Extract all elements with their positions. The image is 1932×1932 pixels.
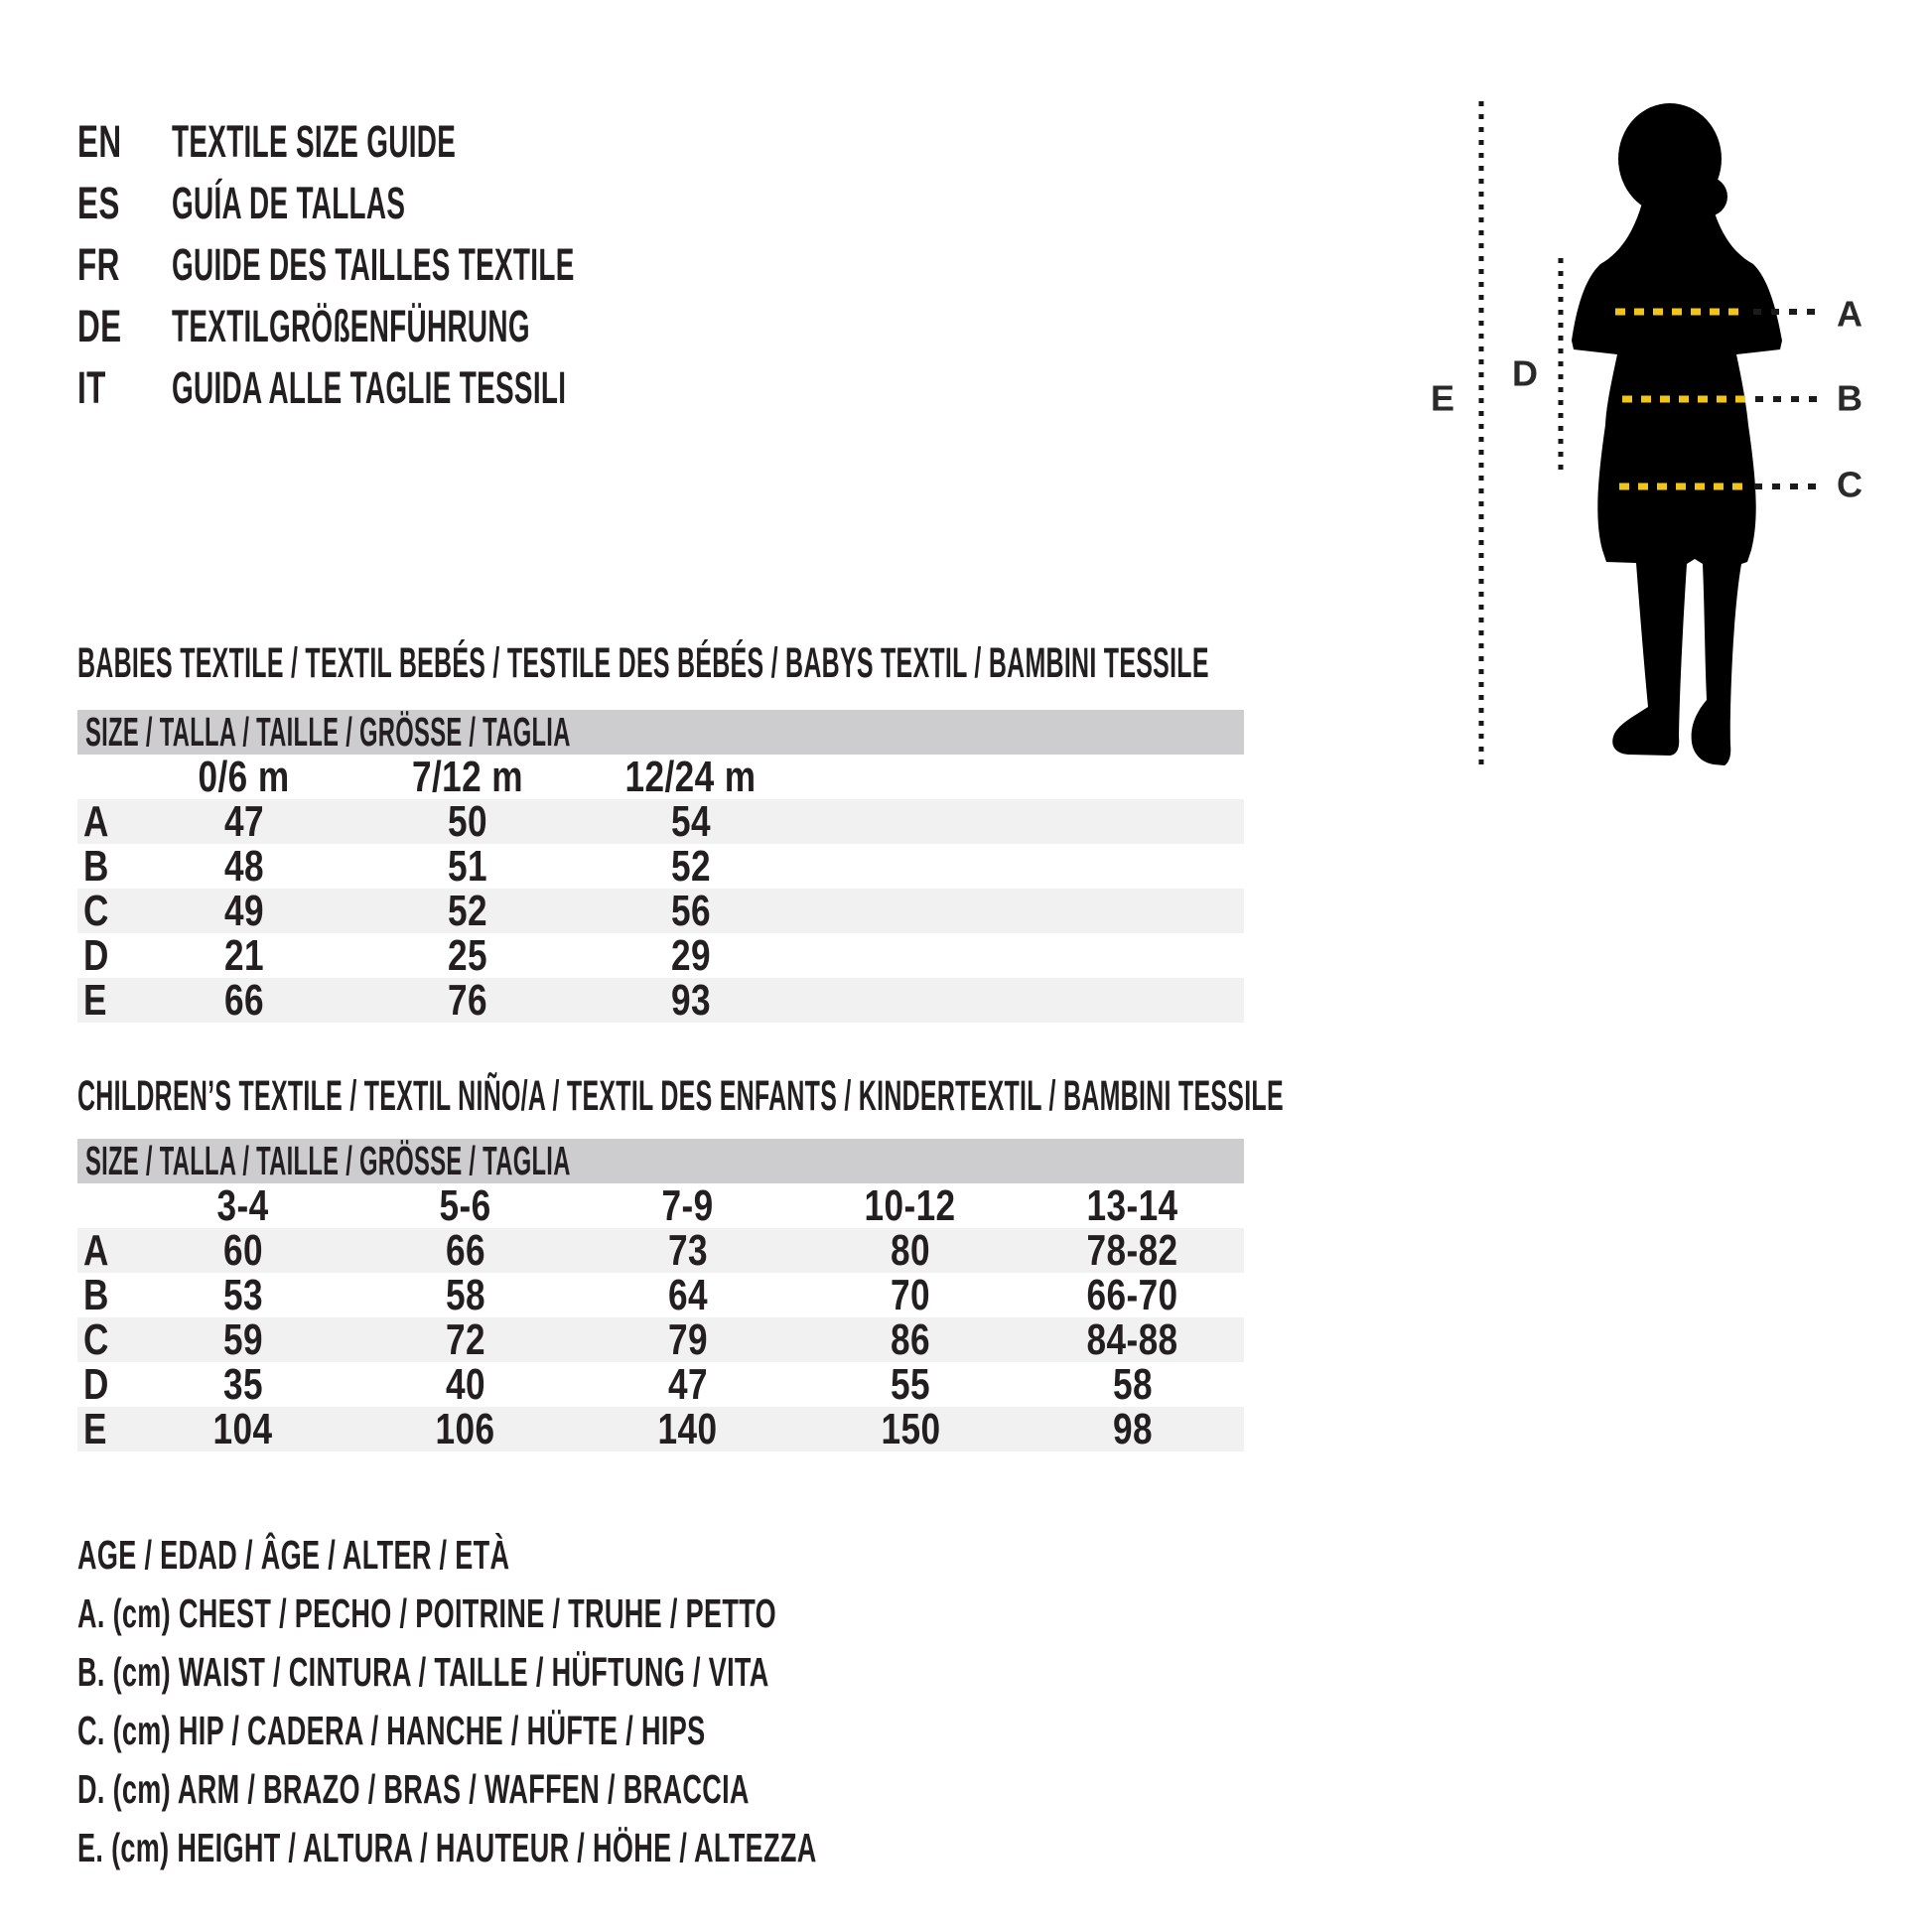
language-title: GUIDA ALLE TAGLIE TESSILI bbox=[172, 362, 567, 413]
table-cell: 48 bbox=[223, 841, 264, 891]
language-code: IT bbox=[77, 362, 106, 413]
table-cell: 54 bbox=[670, 796, 711, 846]
babies-size-table bbox=[77, 710, 1244, 1023]
table-cell: 64 bbox=[667, 1270, 708, 1319]
column-header: 0/6 m bbox=[198, 752, 290, 801]
row-label: D bbox=[83, 930, 109, 980]
language-title: TEXTILGRÖßENFÜHRUNG bbox=[172, 301, 530, 351]
table-cell: 80 bbox=[890, 1225, 930, 1275]
table-row bbox=[77, 886, 1244, 935]
row-label: B bbox=[83, 1270, 109, 1319]
language-row-fr bbox=[77, 234, 821, 296]
language-code: ES bbox=[77, 178, 120, 228]
table-cell: 58 bbox=[1113, 1359, 1153, 1409]
measurement-legend bbox=[77, 1526, 1197, 1877]
table-cell: 59 bbox=[222, 1314, 263, 1364]
children-column-header-row bbox=[77, 1180, 1244, 1230]
table-cell: 60 bbox=[222, 1225, 263, 1275]
column-header: 5-6 bbox=[439, 1180, 491, 1230]
table-cell: 104 bbox=[212, 1404, 273, 1453]
measure-label-D: D bbox=[1512, 352, 1538, 394]
table-cell: 55 bbox=[890, 1359, 930, 1409]
language-row-it bbox=[77, 357, 821, 419]
table-row bbox=[77, 1404, 1244, 1453]
table-cell: 76 bbox=[447, 975, 487, 1025]
table-cell: 93 bbox=[670, 975, 711, 1025]
table-cell: 84-88 bbox=[1086, 1314, 1179, 1364]
table-cell: 52 bbox=[670, 841, 711, 891]
table-cell: 47 bbox=[667, 1359, 708, 1409]
table-row bbox=[77, 930, 1244, 980]
table-cell: 56 bbox=[670, 886, 711, 935]
row-label: B bbox=[83, 841, 109, 891]
language-code: DE bbox=[77, 301, 122, 351]
table-cell: 70 bbox=[890, 1270, 930, 1319]
table-cell: 66 bbox=[223, 975, 264, 1025]
table-cell: 29 bbox=[670, 930, 711, 980]
table-cell: 51 bbox=[447, 841, 487, 891]
table-row bbox=[77, 796, 1244, 846]
table-row bbox=[77, 1225, 1244, 1275]
row-label: A bbox=[83, 796, 109, 846]
table-row bbox=[77, 1359, 1244, 1409]
row-label: C bbox=[83, 886, 109, 935]
table-cell: 72 bbox=[445, 1314, 485, 1364]
table-cell: 25 bbox=[447, 930, 487, 980]
row-label: A bbox=[83, 1225, 109, 1275]
table-cell: 78-82 bbox=[1086, 1225, 1179, 1275]
table-cell: 106 bbox=[435, 1404, 495, 1453]
table-row bbox=[77, 841, 1244, 891]
children-size-table bbox=[77, 1139, 1244, 1451]
babies-section-title: BABIES TEXTILE / TEXTIL BEBÉS / TESTILE DES BÉBÉS / BABYS TEXTIL / BAMBINI TESSILE bbox=[77, 639, 1209, 687]
table-cell: 98 bbox=[1113, 1404, 1153, 1453]
table-cell: 47 bbox=[223, 796, 264, 846]
row-label: C bbox=[83, 1314, 109, 1364]
table-cell: 50 bbox=[447, 796, 487, 846]
table-cell: 58 bbox=[445, 1270, 485, 1319]
table-cell: 86 bbox=[890, 1314, 930, 1364]
children-section-title: CHILDREN’S TEXTILE / TEXTIL NIÑO/A / TEXTIL DES ENFANTS / KINDERTEXTIL / BAMBINI TESSILE bbox=[77, 1072, 1284, 1120]
column-header: 7/12 m bbox=[411, 752, 523, 801]
table-cell: 66-70 bbox=[1086, 1270, 1179, 1319]
language-title: GUIDE DES TAILLES TEXTILE bbox=[172, 239, 575, 290]
column-header: 13-14 bbox=[1086, 1180, 1179, 1230]
legend-line-age: AGE / EDAD / ÂGE / ALTER / ETÀ bbox=[77, 1532, 510, 1578]
table-cell: 66 bbox=[445, 1225, 485, 1275]
legend-line-arm: D. (cm) ARM / BRAZO / BRAS / WAFFEN / BRACCIA bbox=[77, 1766, 750, 1812]
language-code: EN bbox=[77, 116, 122, 167]
table-cell: 73 bbox=[667, 1225, 708, 1275]
table-cell: 53 bbox=[222, 1270, 263, 1319]
legend-line-waist: B. (cm) WAIST / CINTURA / TAILLE / HÜFTUNG / VITA bbox=[77, 1649, 769, 1695]
row-label: D bbox=[83, 1359, 109, 1409]
table-cell: 79 bbox=[667, 1314, 708, 1364]
language-title-list bbox=[77, 111, 821, 419]
table-cell: 52 bbox=[447, 886, 487, 935]
row-label: E bbox=[83, 975, 107, 1025]
language-row-es bbox=[77, 173, 821, 234]
table-cell: 21 bbox=[223, 930, 264, 980]
table-cell: 140 bbox=[657, 1404, 718, 1453]
babies-column-header-row bbox=[77, 752, 1244, 801]
column-header: 10-12 bbox=[864, 1180, 956, 1230]
children-size-header-bar: SIZE / TALLA / TAILLE / GRÖSSE / TAGLIA bbox=[77, 1139, 1244, 1183]
language-title: GUÍA DE TALLAS bbox=[172, 178, 406, 228]
legend-line-height: E. (cm) HEIGHT / ALTURA / HAUTEUR / HÖHE / ALTEZZA bbox=[77, 1825, 817, 1870]
table-cell: 35 bbox=[222, 1359, 263, 1409]
language-title: TEXTILE SIZE GUIDE bbox=[172, 116, 457, 167]
measure-label-E: E bbox=[1430, 377, 1455, 419]
measure-label-C: C bbox=[1837, 464, 1863, 505]
table-cell: 150 bbox=[880, 1404, 940, 1453]
table-row bbox=[77, 1270, 1244, 1319]
legend-line-hip: C. (cm) HIP / CADERA / HANCHE / HÜFTE / HIPS bbox=[77, 1708, 706, 1753]
row-label: E bbox=[83, 1404, 107, 1453]
language-row-de bbox=[77, 296, 821, 357]
column-header: 7-9 bbox=[661, 1180, 714, 1230]
babies-size-header-bar: SIZE / TALLA / TAILLE / GRÖSSE / TAGLIA bbox=[77, 710, 1244, 755]
column-header: 3-4 bbox=[216, 1180, 269, 1230]
table-row bbox=[77, 1314, 1244, 1364]
language-code: FR bbox=[77, 239, 120, 290]
measure-label-A: A bbox=[1837, 293, 1863, 335]
measure-label-B: B bbox=[1837, 377, 1863, 419]
table-row bbox=[77, 975, 1244, 1025]
legend-line-chest: A. (cm) CHEST / PECHO / POITRINE / TRUHE / PETTO bbox=[77, 1590, 776, 1636]
column-header: 12/24 m bbox=[624, 752, 757, 801]
table-cell: 40 bbox=[445, 1359, 485, 1409]
table-cell: 49 bbox=[223, 886, 264, 935]
language-row-en bbox=[77, 111, 821, 173]
